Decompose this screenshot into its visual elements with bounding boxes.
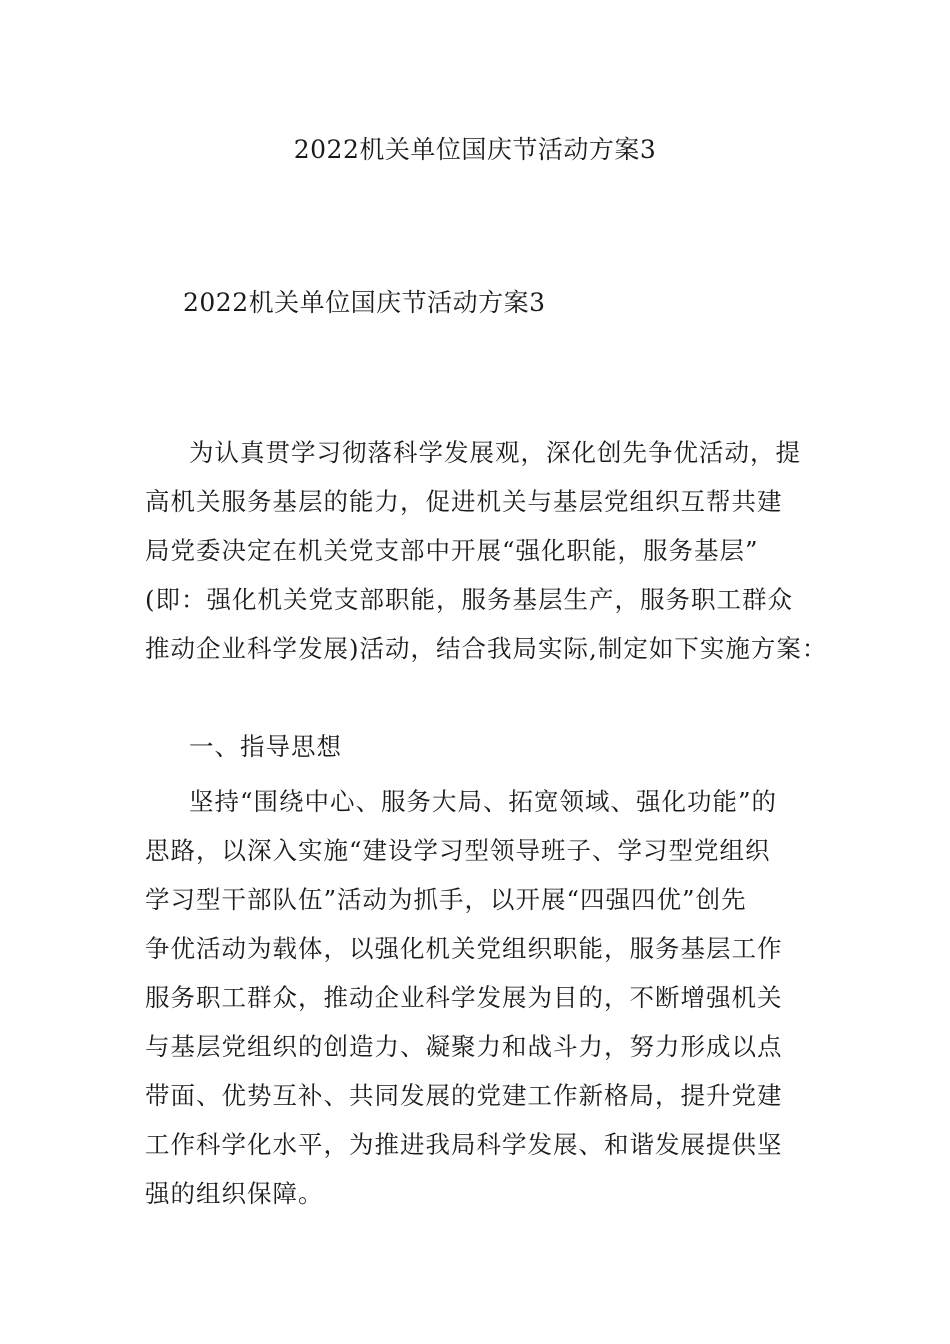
intro-line: (即：强化机关党支部职能，服务基层生产，服务职工群众 xyxy=(145,585,794,614)
intro-line: 高机关服务基层的能力，促进机关与基层党组织互帮共建 xyxy=(145,487,783,516)
section-line: 学习型干部队伍”活动为抓手，以开展“四强四优”创先 xyxy=(145,885,747,914)
section-line: 工作科学化水平，为推进我局科学发展、和谐发展提供坚 xyxy=(145,1130,783,1159)
section-paragraph xyxy=(145,777,815,1218)
section-line: 带面、优势互补、共同发展的党建工作新格局，提升党建 xyxy=(145,1081,783,1110)
section-line: 强的组织保障。 xyxy=(145,1179,324,1208)
intro-line: 为认真贯学习彻落科学发展观，深化创先争优活动，提 xyxy=(189,438,801,467)
intro-line: 局党委决定在机关党支部中开展“强化职能，服务基层” xyxy=(145,536,759,565)
section-heading: 一、指导思想 xyxy=(189,732,342,761)
intro-paragraph xyxy=(145,428,828,673)
document-subtitle: 2022机关单位国庆节活动方案3 xyxy=(183,288,546,317)
section-line: 坚持“围绕中心、服务大局、拓宽领域、强化功能”的 xyxy=(189,787,778,816)
document-title: 2022机关单位国庆节活动方案3 xyxy=(293,135,657,164)
section-line: 思路，以深入实施“建设学习型领导班子、学习型党组织 xyxy=(145,836,771,865)
intro-line: 推动企业科学发展)活动，结合我局实际,制定如下实施方案： xyxy=(145,634,828,663)
section-line: 与基层党组织的创造力、凝聚力和战斗力，努力形成以点 xyxy=(145,1032,783,1061)
section-line: 争优活动为载体，以强化机关党组织职能，服务基层工作 xyxy=(145,934,783,963)
section-line: 服务职工群众，推动企业科学发展为目的，不断增强机关 xyxy=(145,983,783,1012)
